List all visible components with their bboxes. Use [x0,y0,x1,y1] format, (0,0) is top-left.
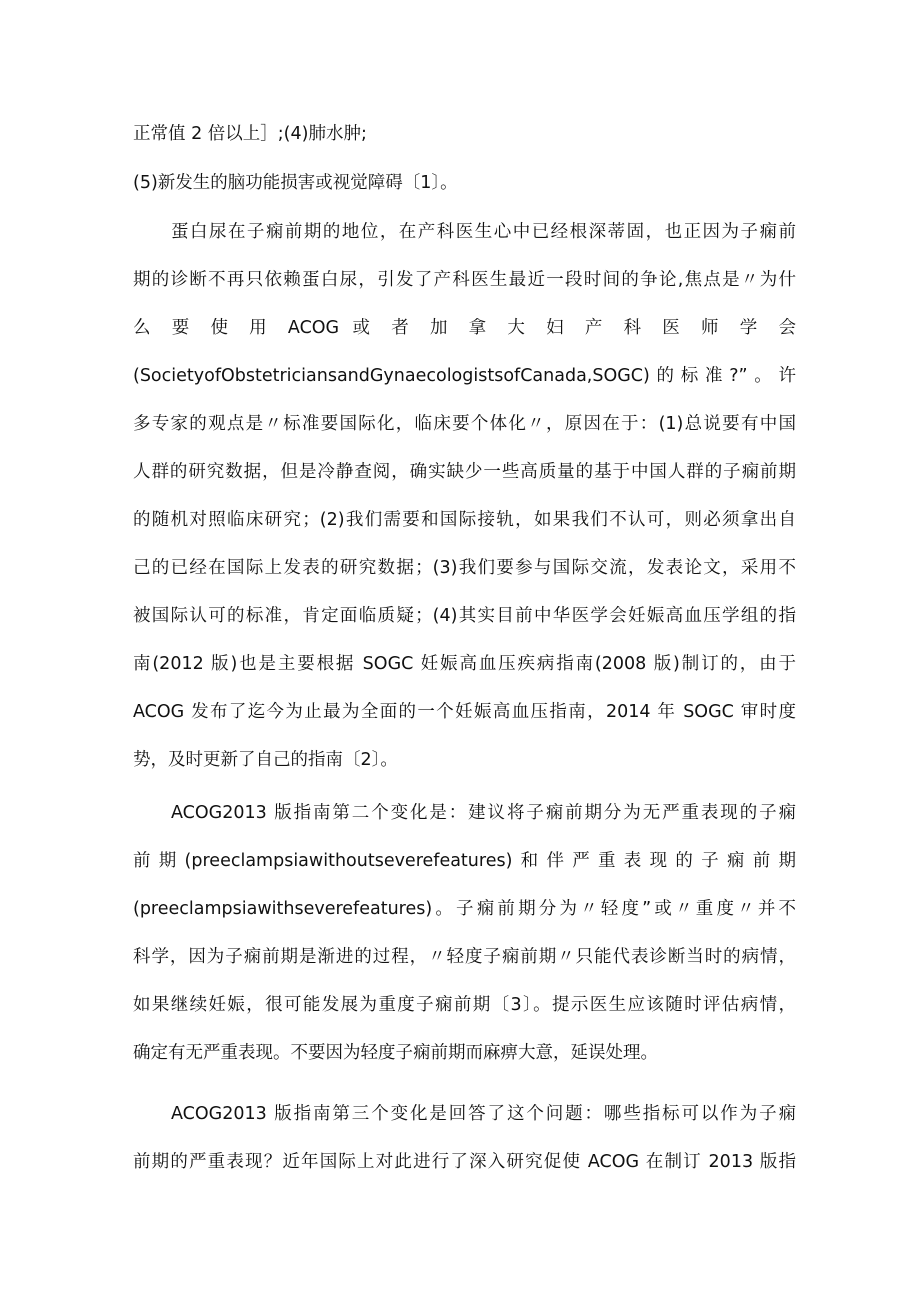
text-line: 蛋白尿在子痫前期的地位，在产科医生心中已经根深蒂固，也正因为子痫前 [171,222,796,242]
text-line: 如果继续妊娠，很可能发展为重度子痫前期〔3〕。提示医生应该随时评估病情， [133,995,796,1015]
text-line: 被国际认可的标准，肯定面临质疑；(4)其实目前中华医学会妊娠高血压学组的指 [133,606,796,626]
text-line: 南(2012 版)也是主要根据 SOGC 妊娠高血压疾病指南(2008 版)制订的，由于 [133,654,796,674]
text-line: 科学，因为子痫前期是渐进的过程，〃轻度子痫前期〃只能代表诊断当时的病情， [133,947,796,967]
text-line: 人群的研究数据，但是冷静查阅，确实缺少一些高质量的基于中国人群的子痫前期 [133,462,796,482]
text-line: 期的诊断不再只依赖蛋白尿，引发了产科医生最近一段时间的争论,焦点是〃为什 [133,270,796,290]
text-line: ACOG2013 版指南第三个变化是回答了这个问题：哪些指标可以作为子痫 [171,1104,796,1124]
text-line: (SocietyofObstetriciansandGynaecologistsofCanada,SOGC)的标准?”。许 [133,366,796,386]
text-line: 正常值 2 倍以上］;(4)肺水肿; [133,124,367,144]
text-line: 己的已经在国际上发表的研究数据；(3)我们要参与国际交流，发表论文，采用不 [133,558,796,578]
text-line: 前期的严重表现？近年国际上对此进行了深入研究促使 ACOG 在制订 2013 版指 [133,1152,796,1172]
text-line: 多专家的观点是〃标准要国际化，临床要个体化〃，原因在于：(1)总说要有中国 [133,414,796,434]
text-line: 的随机对照临床研究；(2)我们需要和国际接轨，如果我们不认可，则必须拿出自 [133,510,796,530]
text-line: 确定有无严重表现。不要因为轻度子痫前期而麻痹大意，延误处理。 [133,1043,658,1063]
text-line: 么 要 使 用 ACOG 或 者 加 拿 大 妇 产 科 医 师 学 会 [133,318,796,338]
text-line: 前期(preeclampsiawithoutseverefeatures)和伴严重表现的子痫前期 [133,851,796,871]
text-line: (5)新发生的脑功能损害或视觉障碍〔1〕。 [133,173,458,193]
text-line: ACOG 发布了迄今为止最为全面的一个妊娠高血压指南，2014 年 SOGC 审时度 [133,702,796,722]
text-line: ACOG2013 版指南第二个变化是：建议将子痫前期分为无严重表现的子痫 [171,803,796,823]
text-line: (preeclampsiawithseverefeatures)。子痫前期分为〃轻度”或〃重度〃并不 [133,899,796,919]
text-line: 势，及时更新了自己的指南〔2〕。 [133,750,398,770]
